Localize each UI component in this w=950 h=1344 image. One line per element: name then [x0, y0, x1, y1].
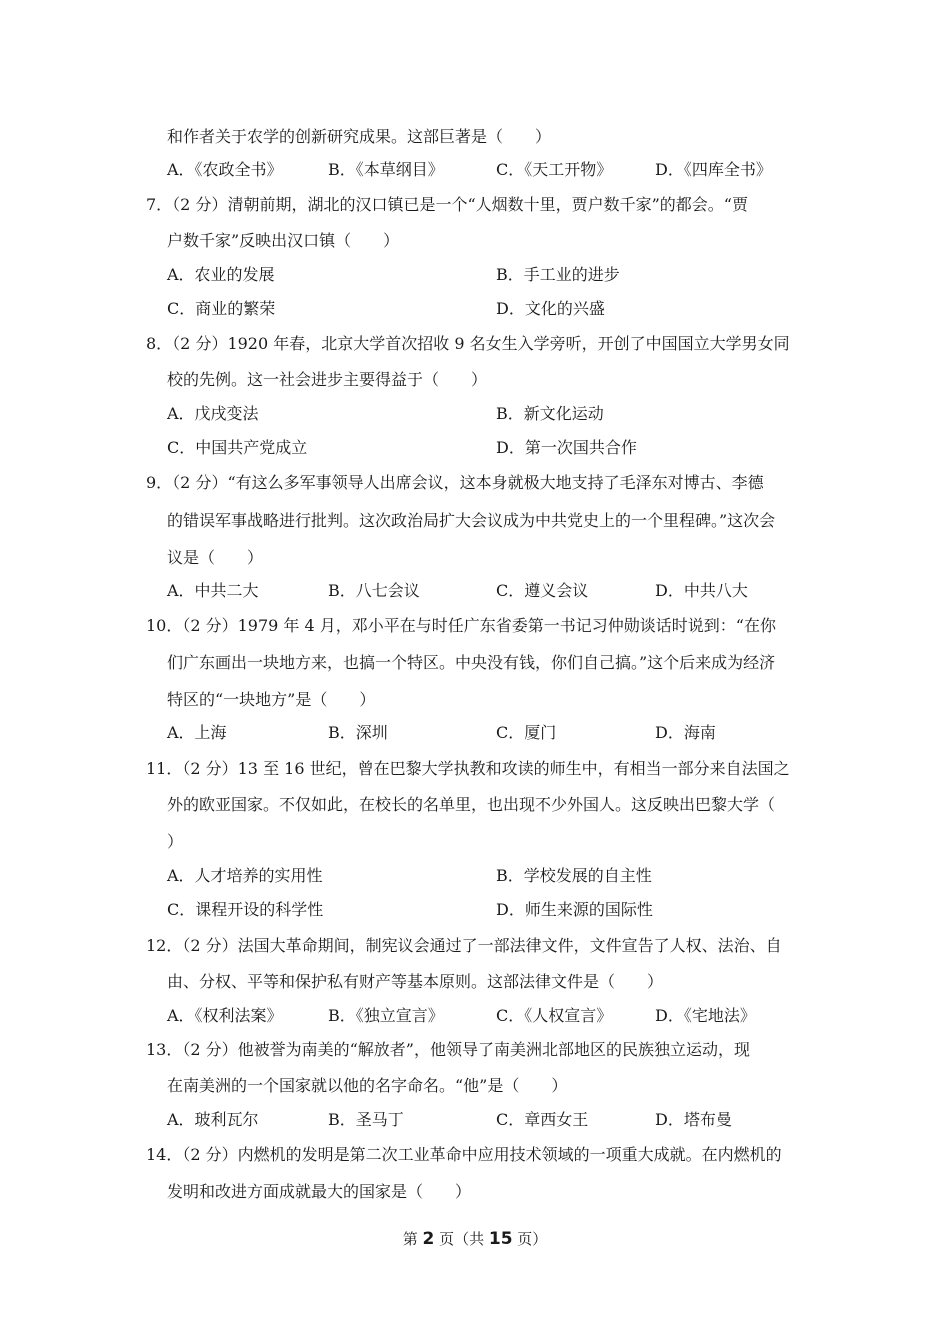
question-12-option-c[interactable]: C．《人权宣言》	[496, 1006, 613, 1025]
question-13-line-1: 13．（2 分）他被誉为南美的“解放者”，他领导了南美洲北部地区的民族独立运动，现	[146, 1040, 750, 1059]
question-12-line-2: 由、分权、平等和保护私有财产等基本原则。这部法律文件是（ ）	[167, 972, 664, 991]
question-11-option-a[interactable]: A．人才培养的实用性	[167, 866, 323, 885]
question-9-option-c[interactable]: C．遵义会议	[496, 581, 589, 600]
question-13-option-c[interactable]: C．章西女王	[496, 1110, 589, 1129]
question-9-line-1: 9．（2 分）“有这么多军事领导人出席会议，这本身就极大地支持了毛泽东对博古、李德	[146, 473, 764, 492]
question-6-option-d[interactable]: D．《四库全书》	[655, 160, 772, 179]
question-12-option-a[interactable]: A．《权利法案》	[167, 1006, 283, 1025]
question-14-line-2: 发明和改进方面成就最大的国家是（ ）	[167, 1182, 472, 1201]
question-12-option-d[interactable]: D．《宅地法》	[655, 1006, 756, 1025]
question-8-line-2: 校的先例。这一社会进步主要得益于（ ）	[167, 370, 488, 389]
question-6-option-b[interactable]: B．《本草纲目》	[328, 160, 444, 179]
question-7-option-c[interactable]: C．商业的繁荣	[167, 299, 276, 318]
question-7-option-d[interactable]: D．文化的兴盛	[496, 299, 605, 318]
question-9-option-b[interactable]: B．八七会议	[328, 581, 420, 600]
footer-prefix: 第	[402, 1230, 423, 1248]
question-6-option-a[interactable]: A．《农政全书》	[167, 160, 283, 179]
question-9-line-3: 议是（ ）	[167, 548, 264, 567]
question-7-option-b[interactable]: B．手工业的进步	[496, 265, 620, 284]
question-11-option-b[interactable]: B．学校发展的自主性	[496, 866, 652, 885]
question-6-line-2: 和作者关于农学的创新研究成果。这部巨著是（ ）	[167, 127, 552, 146]
question-11-option-c[interactable]: C．课程开设的科学性	[167, 900, 324, 919]
question-8-option-d[interactable]: D．第一次国共合作	[496, 438, 637, 457]
question-10-option-d[interactable]: D．海南	[655, 723, 716, 742]
question-13-line-2: 在南美洲的一个国家就以他的名字命名。“他”是（ ）	[167, 1076, 568, 1095]
question-13-option-b[interactable]: B．圣马丁	[328, 1110, 404, 1129]
question-10-option-c[interactable]: C．厦门	[496, 723, 557, 742]
question-10-line-1: 10．（2 分）1979 年 4 月，邓小平在与时任广东省委第一书记习仲勋谈话时说到：“在你	[146, 616, 776, 635]
question-10-line-3: 特区的“一块地方”是（ ）	[167, 690, 376, 709]
question-13-option-a[interactable]: A．玻利瓦尔	[167, 1110, 259, 1129]
question-14-line-1: 14．（2 分）内燃机的发明是第二次工业革命中应用技术领域的一项重大成就。在内燃机的	[146, 1145, 782, 1164]
question-10-option-b[interactable]: B．深圳	[328, 723, 388, 742]
question-11-option-d[interactable]: D．师生来源的国际性	[496, 900, 653, 919]
page-footer	[0, 1229, 950, 1249]
total-page-count: 15	[488, 1229, 513, 1249]
current-page-number: 2	[422, 1229, 435, 1249]
question-11-line-1: 11．（2 分）13 至 16 世纪，曾在巴黎大学执教和攻读的师生中，有相当一部分来自法国之	[146, 759, 790, 778]
question-10-line-2: 们广东画出一块地方来，也搞一个特区。中央没有钱，你们自己搞。”这个后来成为经济	[167, 653, 776, 672]
question-8-option-c[interactable]: C．中国共产党成立	[167, 438, 308, 457]
question-11-line-3: ）	[167, 832, 184, 851]
question-12-line-1: 12．（2 分）法国大革命期间，制宪议会通过了一部法律文件，文件宣告了人权、法治、自	[146, 936, 782, 955]
question-8-line-1: 8．（2 分）1920 年春，北京大学首次招收 9 名女生入学旁听，开创了中国国立大学男女同	[146, 334, 790, 353]
footer-suffix: 页）	[512, 1230, 548, 1248]
question-12-option-b[interactable]: B．《独立宣言》	[328, 1006, 444, 1025]
question-9-option-d[interactable]: D．中共八大	[655, 581, 748, 600]
question-7-line-2: 户数千家”反映出汉口镇（ ）	[167, 231, 400, 250]
question-7-line-1: 7．（2 分）清朝前期，湖北的汉口镇已是一个“人烟数十里，贾户数千家”的都会。“贾	[146, 195, 748, 214]
question-9-option-a[interactable]: A．中共二大	[167, 581, 259, 600]
question-7-option-a[interactable]: A．农业的发展	[167, 265, 275, 284]
question-8-option-a[interactable]: A．戊戌变法	[167, 404, 259, 423]
question-9-line-2: 的错误军事战略进行批判。这次政治局扩大会议成为中共党史上的一个里程碑。”这次会	[167, 511, 776, 530]
question-10-option-a[interactable]: A．上海	[167, 723, 227, 742]
question-13-option-d[interactable]: D．塔布曼	[655, 1110, 732, 1129]
footer-middle: 页（共	[434, 1230, 489, 1248]
question-11-line-2: 外的欧亚国家。不仅如此，在校长的名单里，也出现不少外国人。这反映出巴黎大学（	[167, 795, 776, 814]
question-6-option-c[interactable]: C．《天工开物》	[496, 160, 613, 179]
question-8-option-b[interactable]: B．新文化运动	[496, 404, 604, 423]
